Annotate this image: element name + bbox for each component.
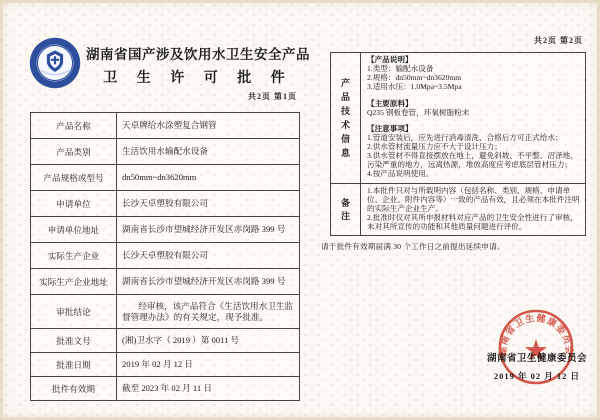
tech-group — [367, 125, 580, 178]
issuer-name: 湖南省卫生健康委员会 — [486, 354, 587, 364]
tech-group — [367, 100, 580, 118]
remarks-section — [331, 183, 585, 236]
red-seal-icon — [486, 297, 586, 397]
technical-info-table — [330, 52, 586, 236]
group-heading: 【注意事项】 — [367, 124, 413, 134]
field-value: 天卓牌给水涂塑复合钢管 — [122, 120, 217, 131]
field-value: 长沙天卓塑胶有限公司 — [122, 198, 208, 209]
remark-line: 1.本批件只对与所载明内容（包括名称、类别、规格、申请单位、企业、附件内容等）一致的产品有效，且必须在本批件注明的实际生产企业生产。 — [367, 185, 580, 213]
remarks-content — [361, 184, 585, 236]
field-label: 产品类别 — [31, 139, 117, 164]
field-value: 截至 2023 年 02 月 11 日 — [122, 383, 212, 394]
field-value: 生活饮用水输配水设备 — [122, 146, 208, 157]
remark-line: 2.批准时仅对其所申报材料对应产品的卫生安全性进行了审核，未对其所宣传的功能和其他质量问题进行评价。 — [367, 212, 578, 231]
issue-date: 2019 年 02 月 12 日 — [493, 371, 581, 381]
group-heading: 【主要原料】 — [367, 98, 413, 108]
certificate-title — [86, 43, 310, 87]
table-row — [31, 138, 299, 164]
table-row — [31, 328, 299, 352]
field-label: 实际生产企业地址 — [31, 269, 117, 294]
field-label: 产品规格或型号 — [31, 165, 117, 190]
field-value: 2019 年 02 月 12 日 — [122, 359, 193, 370]
tech-line: 3.供水管材不得直接摆放在地上，避免斜坡、不平整、沼泽地、污染严重的地方，远离热源，堆放高度应考虑底层管材压力； — [367, 151, 578, 170]
table-row — [31, 164, 299, 190]
tech-section-label: 产品技术信息 — [331, 53, 361, 183]
field-value: 湖南省长沙市望城经济开发区赤岗路 399 号 — [122, 224, 286, 235]
page-indicator-2: 共2页 第2页 — [534, 36, 583, 45]
field-label: 产品名称 — [31, 113, 117, 138]
page2-column — [321, 52, 586, 252]
field-label: 批件有效期 — [31, 377, 117, 400]
title-line1: 湖南省国产涉及饮用水卫生安全产品 — [86, 47, 310, 62]
group-heading: 【产品说明】 — [367, 55, 413, 64]
field-value: 湖南省长沙市望城经济开发区赤岗路 399 号 — [122, 276, 286, 287]
table-row — [31, 216, 299, 242]
tech-line: 1.管道安装后，应先进行消毒清洗，合格后方可正式给水； — [367, 133, 563, 143]
field-label: 申请单位 — [31, 191, 117, 216]
table-row — [31, 190, 299, 216]
tech-section-content — [361, 53, 585, 183]
certificate-fields-table — [30, 112, 300, 401]
table-row — [31, 376, 299, 400]
health-supervision-logo-icon — [28, 36, 82, 90]
tech-line: 2.规格：dn50mm~dn3620mm — [367, 72, 462, 82]
field-value: 长沙天卓塑胶有限公司 — [122, 250, 208, 261]
tech-group — [367, 56, 580, 92]
field-label: 审批结论 — [31, 295, 117, 328]
table-row — [31, 352, 299, 376]
title-line2: 卫 生 许 可 批 件 — [103, 71, 293, 86]
field-label: 实际生产企业 — [31, 243, 117, 268]
table-row — [31, 113, 299, 138]
renewal-footnote: 请于批件有效期届满 30 个工作日之前提出延续申请。 — [321, 242, 505, 252]
tech-line: 1.类型：输配水设备 — [367, 63, 434, 73]
field-value: (湘)卫水字（ 2019 ）第 0011 号 — [122, 335, 240, 346]
tech-line: 2.供水管材流量压力应不大于设计压力； — [367, 142, 502, 152]
tech-line: Q235 钢板卷管，环氧树脂粉末 — [367, 107, 470, 117]
tech-line: 3.适用水压：1.0Mpa~3.5Mpa — [367, 81, 462, 91]
table-row — [31, 294, 299, 328]
field-value: dn50mm~dn3620mm — [122, 172, 197, 183]
tech-line: 4.按产品说明使用。 — [367, 168, 434, 178]
field-label: 批准日期 — [31, 353, 117, 376]
page-indicator-1: 共2页 第1页 — [248, 92, 297, 101]
field-label: 批准文号 — [31, 329, 117, 352]
seal-arc-text: 湖南省卫生健康委员会 — [497, 312, 575, 357]
field-label: 申请单位地址 — [31, 217, 117, 242]
remarks-section-label: 备注 — [331, 184, 361, 236]
table-row — [31, 268, 299, 294]
table-row — [31, 242, 299, 268]
tech-section — [331, 53, 585, 183]
field-value: 经审核，该产品符合《生活饮用水卫生监督管理办法》的有关规定，现予批准。 — [122, 301, 294, 322]
